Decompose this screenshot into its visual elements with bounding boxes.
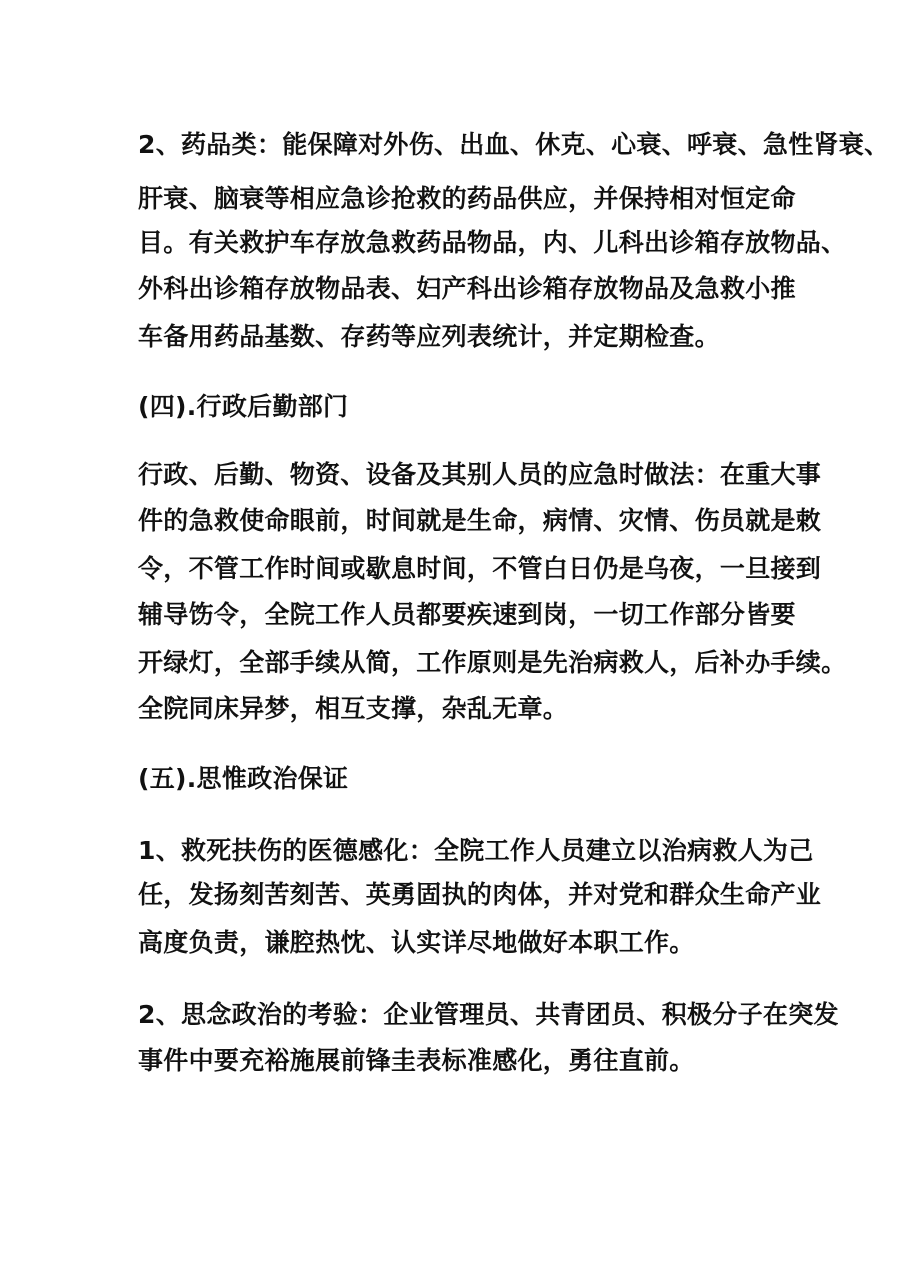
paragraph-medical-ethics-line: 高度负责，谦腔热忱、认实详尽地做好本职工作。 (138, 928, 695, 957)
paragraph-admin-line: 开绿灯，全部手续从简，工作原则是先治病救人，后补办手续。 (138, 648, 847, 677)
paragraph-medicines-line: 车备用药品基数、存药等应列表统计，并定期检查。 (138, 322, 720, 351)
section-heading-admin-logistics: (四).行政后勤部门 (138, 392, 349, 421)
paragraph-medicines-line: 目。有关救护车存放急救药品物品，内、儿科出诊箱存放物品、 (138, 228, 847, 257)
paragraph-medicines-line: 外科出诊箱存放物品表、妇产科出诊箱存放物品及急救小推 (138, 274, 796, 303)
paragraph-political-test-line: 事件中要充裕施展前锋圭表标准感化，勇往直前。 (138, 1046, 695, 1075)
paragraph-admin-line: 辅导饬令，全院工作人员都要疾速到岗，一切工作部分皆要 (138, 600, 796, 629)
paragraph-medical-ethics-line: 1、救死扶伤的医德感化：全院工作人员建立以治病救人为己 (138, 836, 814, 865)
paragraph-medicines-line: 2、药品类：能保障对外伤、出血、休克、心衰、呼衰、急性肾衰、 (138, 130, 890, 159)
paragraph-political-test-line: 2、思念政治的考验：企业管理员、共青团员、积极分子在突发 (138, 1000, 839, 1029)
paragraph-medicines-line: 肝衰、脑衰等相应急诊抢救的药品供应，并保持相对恒定命 (138, 184, 796, 213)
paragraph-admin-line: 全院同床异梦，相互支撑，杂乱无章。 (138, 694, 569, 723)
paragraph-admin-line: 令，不管工作时间或歇息时间，不管白日仍是乌夜，一旦接到 (138, 554, 822, 583)
paragraph-medical-ethics-line: 任，发扬刻苦刻苦、英勇固执的肉体，并对党和群众生命产业 (138, 880, 822, 909)
paragraph-admin-line: 件的急救使命眼前，时间就是生命，病情、灾情、伤员就是敕 (138, 506, 822, 535)
section-heading-political-guarantee: (五).思惟政治保证 (138, 764, 349, 793)
paragraph-admin-line: 行政、后勤、物资、设备及其别人员的应急时做法：在重大事 (138, 460, 822, 489)
